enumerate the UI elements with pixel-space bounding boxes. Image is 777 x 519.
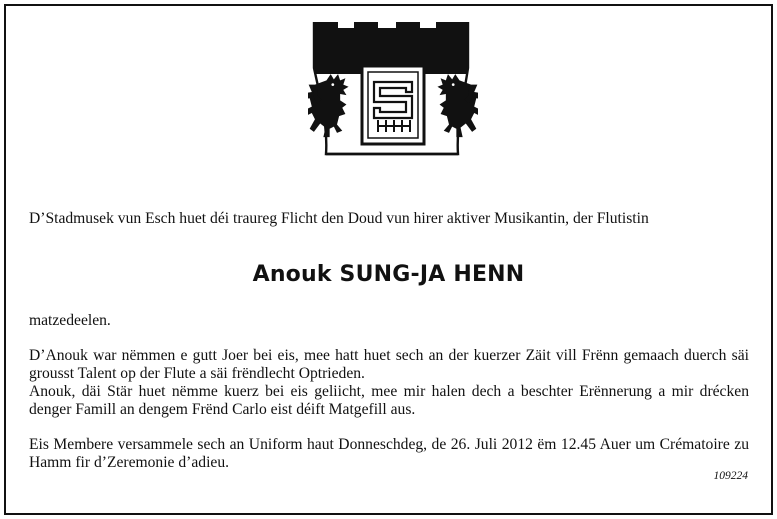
tribute-paragraph-1: D’Anouk war nëmmen e gutt Joer bei eis, mee hatt huet sech an der kuerzer Zäit vill Frënn gemaach duerch säi grousst Talent op der Flute a säi frëndlecht Optrieden. xyxy=(29,347,749,382)
castle-lion-crest-icon xyxy=(308,16,478,178)
ceremony-text: Eis Membere versammele sech an Uniform haut Donneschdeg, de 26. Juli 2012 ëm 12.45 Auer um Crématoire zu Hamm fir d’Zeremonie d’adieu. xyxy=(29,436,749,471)
deceased-name: Anouk SUNG-JA HENN xyxy=(252,262,525,287)
intro-text: D’Stadmusek vun Esch huet déi traureg Flicht den Doud vun hirer aktiver Musikantin, der Flutistin xyxy=(29,210,649,227)
announcement-text: matzedeelen. xyxy=(29,312,111,329)
reference-number: 109224 xyxy=(713,470,748,482)
tribute-paragraph-2: Anouk, däi Stär huet nëmme kuerz bei eis geliicht, mee mir halen dech a beschter Erënnerung a mir drécken denger Famill an dengem Frënd Carlo eist déift Matgefill aus. xyxy=(29,383,749,418)
